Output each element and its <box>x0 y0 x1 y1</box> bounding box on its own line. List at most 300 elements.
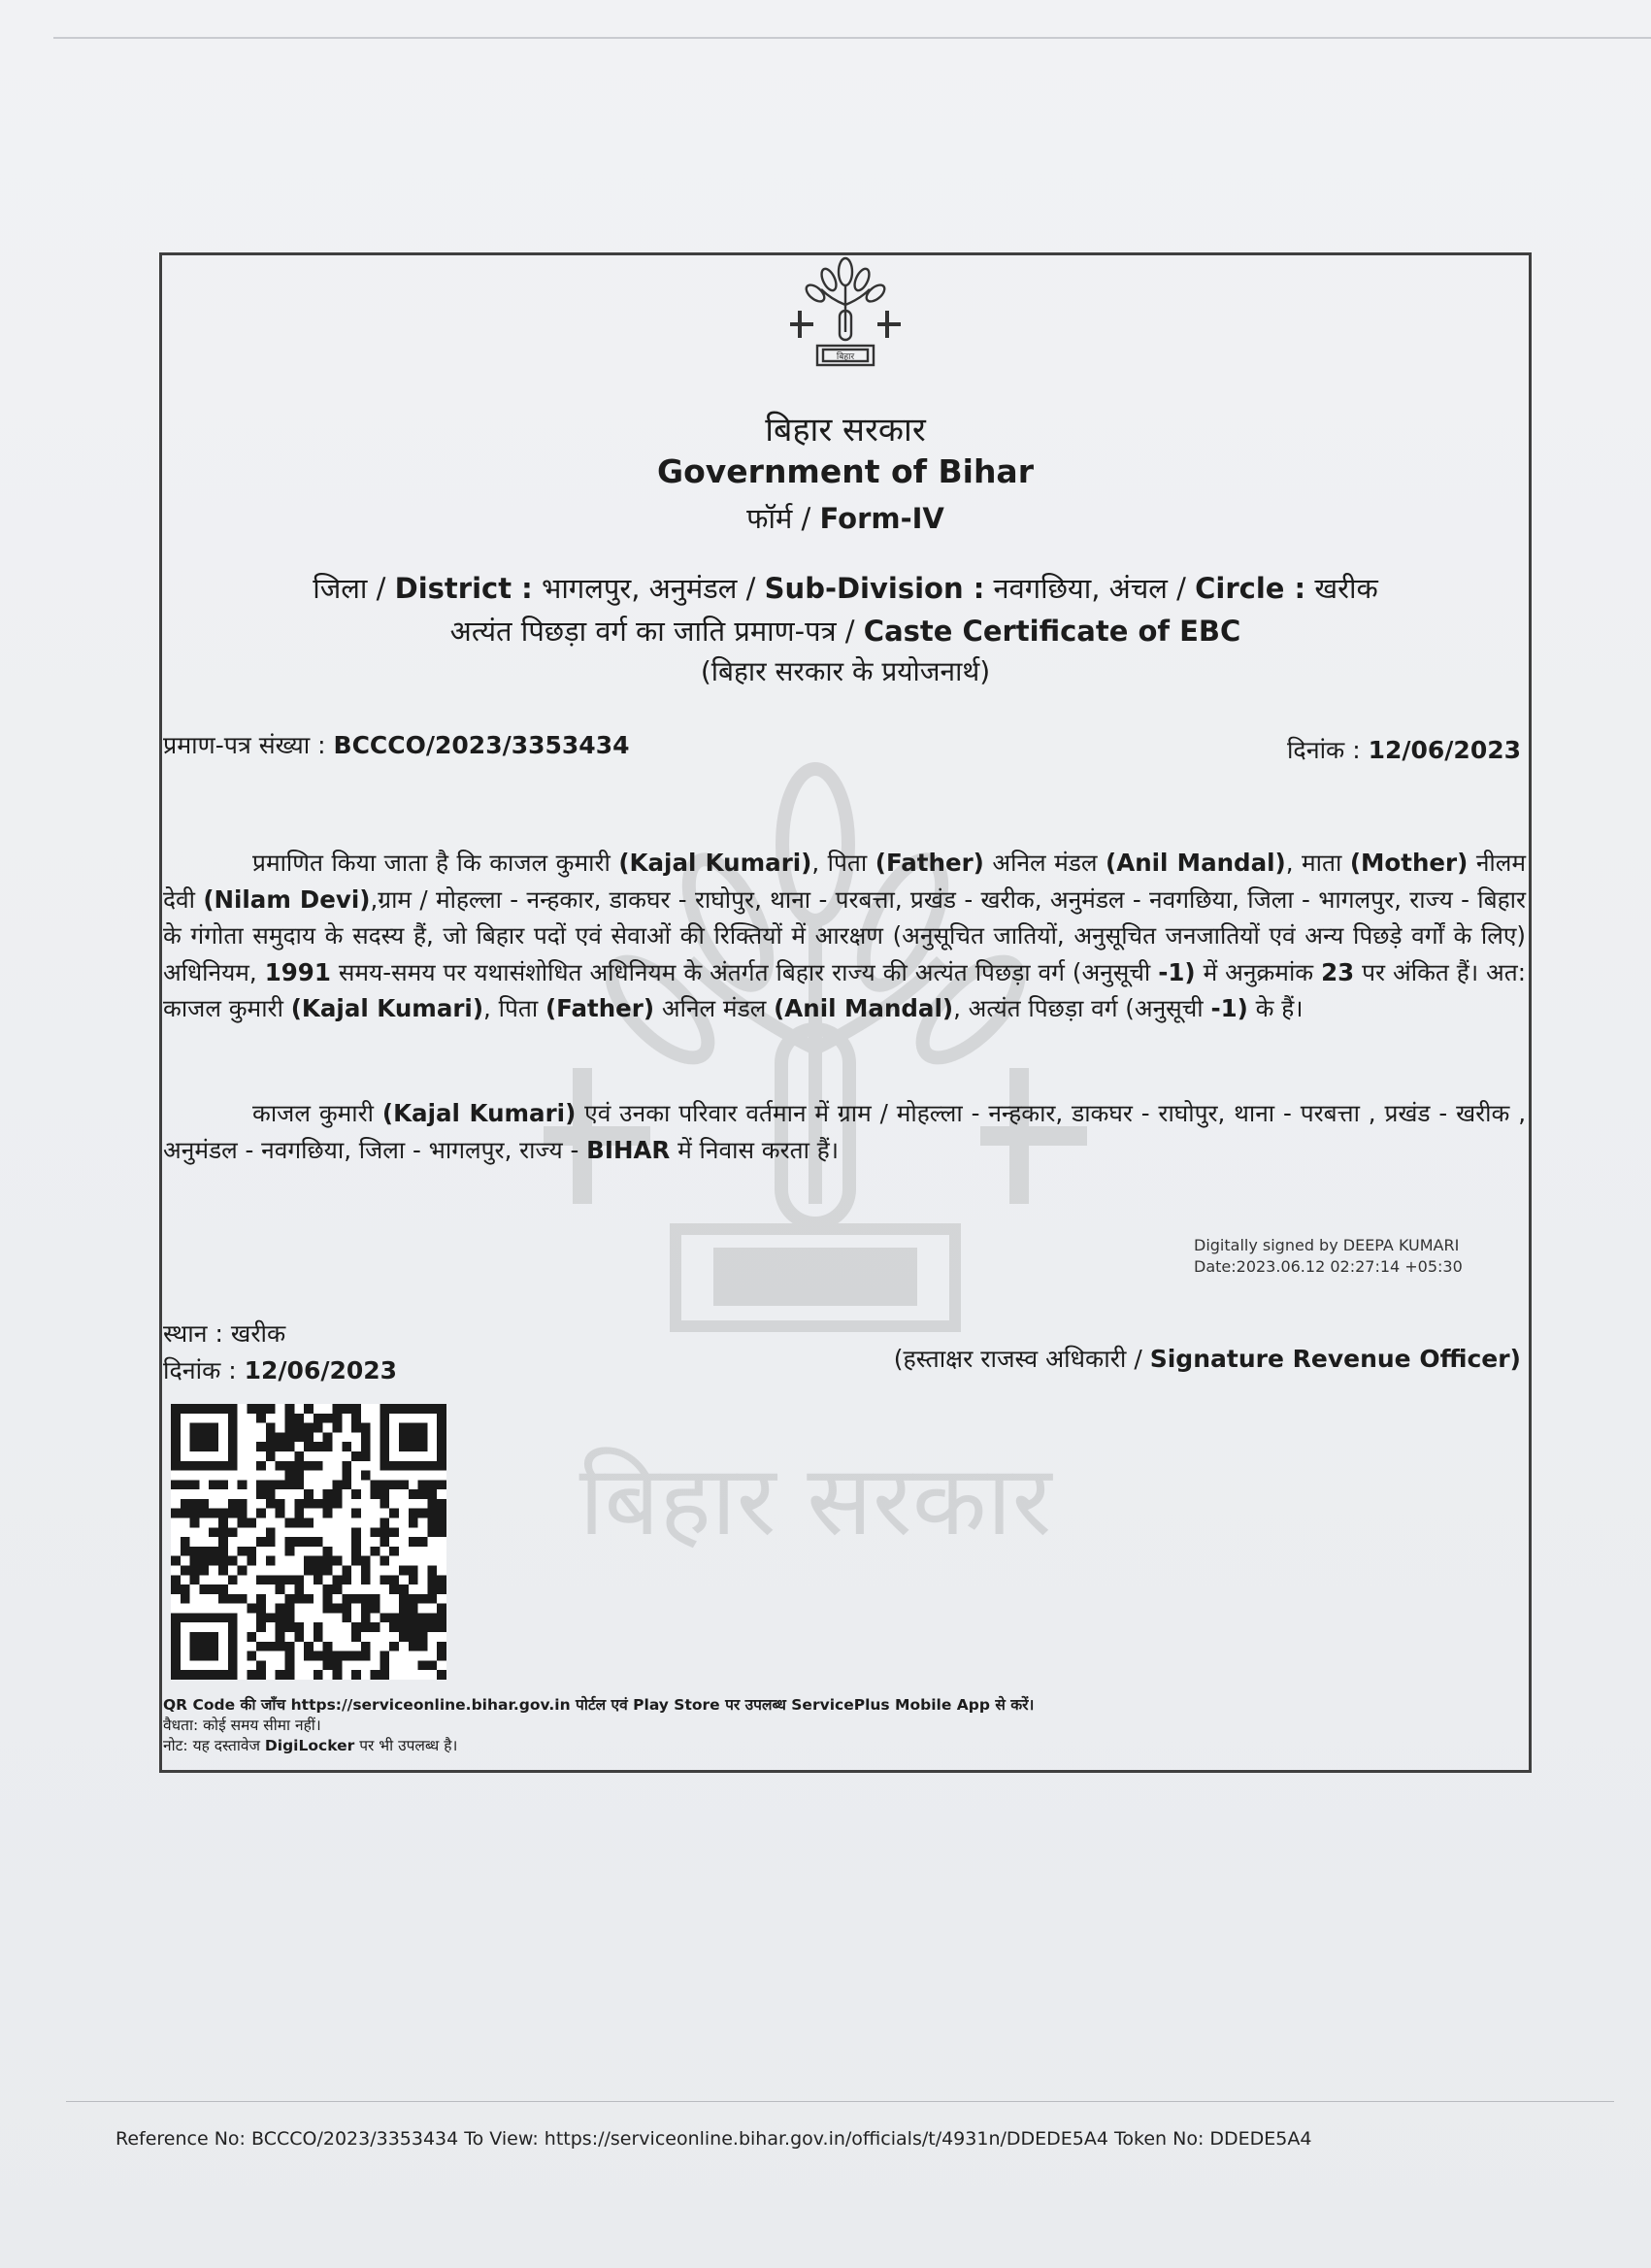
qr-module <box>342 1404 351 1414</box>
qr-module <box>276 1575 285 1584</box>
qr-module <box>181 1480 190 1489</box>
qr-module <box>409 1423 418 1433</box>
qr-module <box>409 1432 418 1442</box>
qr-module <box>171 1622 181 1632</box>
header-government: Government of Bihar <box>657 452 1034 490</box>
qr-module <box>181 1594 190 1604</box>
qr-module <box>437 1404 446 1414</box>
qr-module <box>304 1499 314 1509</box>
qr-module <box>418 1461 428 1471</box>
signature-title: (हस्ताक्षर राजस्व अधिकारी / Signature Revenue Officer) <box>893 1345 1521 1373</box>
qr-module <box>342 1480 351 1489</box>
qr-module <box>218 1584 228 1594</box>
qr-module <box>199 1499 209 1509</box>
qr-module <box>276 1622 285 1632</box>
qr-module <box>437 1442 446 1451</box>
qr-module <box>314 1651 323 1661</box>
qr-module <box>380 1537 389 1547</box>
qr-module <box>380 1480 389 1489</box>
qr-module <box>361 1575 371 1584</box>
qr-module <box>332 1604 342 1614</box>
certificate-purpose: (बिहार सरकार के प्रयोजनार्थ) <box>700 655 991 687</box>
qr-module <box>190 1404 200 1414</box>
qr-module <box>199 1565 209 1575</box>
qr-module <box>323 1547 333 1556</box>
qr-module <box>266 1613 276 1622</box>
qr-module <box>418 1632 428 1642</box>
qr-module <box>228 1414 238 1423</box>
qr-code-icon <box>171 1404 446 1680</box>
qr-module <box>389 1613 399 1622</box>
qr-module <box>332 1670 342 1680</box>
qr-module <box>361 1471 371 1481</box>
qr-module <box>285 1518 295 1528</box>
qr-module <box>247 1632 256 1642</box>
qr-module <box>247 1651 256 1661</box>
qr-module <box>399 1622 409 1632</box>
qr-module <box>256 1489 266 1499</box>
qr-module <box>427 1584 437 1594</box>
qr-module <box>437 1423 446 1433</box>
qr-module <box>171 1660 181 1670</box>
qr-module <box>361 1622 371 1632</box>
qr-module <box>247 1670 256 1680</box>
qr-module <box>171 1442 181 1451</box>
qr-module <box>171 1423 181 1433</box>
qr-module <box>361 1613 371 1622</box>
qr-module <box>351 1451 361 1461</box>
qr-module <box>294 1423 304 1433</box>
qr-module <box>437 1461 446 1471</box>
qr-module <box>399 1404 409 1414</box>
qr-module <box>190 1632 200 1642</box>
footer-divider <box>66 2101 1614 2102</box>
qr-module <box>342 1613 351 1622</box>
qr-module <box>418 1480 428 1489</box>
qr-module <box>314 1556 323 1566</box>
qr-module <box>190 1613 200 1622</box>
svg-text:बिहार: बिहार <box>836 352 855 362</box>
digital-signature-stamp: Digitally signed by DEEPA KUMARI Date:2023.06.12 02:27:14 +05:30 <box>1194 1236 1463 1276</box>
qr-module <box>256 1613 266 1622</box>
qr-module <box>314 1423 323 1433</box>
qr-module <box>181 1547 190 1556</box>
qr-module <box>314 1632 323 1642</box>
qr-module <box>371 1489 380 1499</box>
qr-module <box>181 1499 190 1509</box>
qr-module <box>238 1547 248 1556</box>
qr-module <box>418 1594 428 1604</box>
bihar-emblem-icon <box>784 254 907 373</box>
qr-module <box>427 1613 437 1622</box>
qr-module <box>209 1632 218 1642</box>
qr-module <box>437 1604 446 1614</box>
qr-module <box>409 1594 418 1604</box>
qr-module <box>218 1480 228 1489</box>
qr-module <box>199 1461 209 1471</box>
qr-module <box>437 1518 446 1528</box>
qr-module <box>276 1509 285 1518</box>
qr-module <box>209 1509 218 1518</box>
svg-text:बिहार सरकार: बिहार सरकार <box>578 1444 1052 1557</box>
qr-module <box>218 1537 228 1547</box>
qr-module <box>276 1604 285 1614</box>
qr-module <box>228 1632 238 1642</box>
qr-module <box>380 1451 389 1461</box>
qr-module <box>427 1499 437 1509</box>
qr-module <box>266 1575 276 1584</box>
qr-module <box>409 1642 418 1651</box>
qr-module <box>190 1432 200 1442</box>
qr-module <box>256 1442 266 1451</box>
qr-module <box>209 1461 218 1471</box>
qr-module <box>409 1509 418 1518</box>
qr-module <box>209 1442 218 1451</box>
qr-module <box>228 1499 238 1509</box>
qr-module <box>285 1461 295 1471</box>
qr-module <box>399 1480 409 1489</box>
qr-module <box>323 1584 333 1594</box>
qr-module <box>294 1632 304 1642</box>
qr-module <box>389 1584 399 1594</box>
qr-module <box>409 1604 418 1614</box>
qr-module <box>437 1651 446 1661</box>
qr-module <box>218 1547 228 1556</box>
qr-module <box>304 1461 314 1471</box>
qr-module <box>380 1527 389 1537</box>
scan-edge <box>53 37 1651 39</box>
qr-module <box>361 1451 371 1461</box>
qr-module <box>409 1518 418 1528</box>
qr-module <box>285 1537 295 1547</box>
qr-module <box>342 1461 351 1471</box>
qr-module <box>285 1404 295 1414</box>
qr-module <box>409 1404 418 1414</box>
qr-module <box>190 1575 200 1584</box>
qr-module <box>437 1670 446 1680</box>
qr-module <box>181 1670 190 1680</box>
qr-module <box>389 1622 399 1632</box>
qr-module <box>323 1489 333 1499</box>
qr-module <box>409 1489 418 1499</box>
qr-module <box>389 1642 399 1651</box>
qr-module <box>380 1556 389 1566</box>
qr-module <box>285 1414 295 1423</box>
qr-module <box>228 1575 238 1584</box>
qr-module <box>323 1509 333 1518</box>
qr-module <box>247 1404 256 1414</box>
qr-module <box>218 1594 228 1604</box>
qr-module <box>256 1622 266 1632</box>
qr-module <box>190 1480 200 1489</box>
qr-module <box>427 1461 437 1471</box>
qr-module <box>389 1575 399 1584</box>
qr-module <box>437 1622 446 1632</box>
qr-module <box>399 1584 409 1594</box>
qr-module <box>323 1594 333 1604</box>
qr-module <box>437 1509 446 1518</box>
qr-module <box>304 1442 314 1451</box>
qr-module <box>399 1432 409 1442</box>
qr-module <box>380 1461 389 1471</box>
qr-module <box>209 1651 218 1661</box>
qr-module <box>342 1575 351 1584</box>
qr-module <box>294 1584 304 1594</box>
qr-module <box>171 1414 181 1423</box>
qr-module <box>380 1670 389 1680</box>
qr-module <box>351 1537 361 1547</box>
qr-module <box>294 1594 304 1604</box>
qr-module <box>218 1565 228 1575</box>
qr-module <box>285 1622 295 1632</box>
qr-module <box>351 1556 361 1566</box>
qr-module <box>351 1670 361 1680</box>
qr-module <box>190 1556 200 1566</box>
qr-module <box>256 1594 266 1604</box>
certificate-body-paragraph: प्रमाणित किया जाता है कि काजल कुमारी (Kajal Kumari), पिता (Father) अनिल मंडल (Anil Mandal), माता (Mother) नीलम देवी (Nilam Devi),ग्राम / मोहल्ला - नन्हकार, डाकघर - राघोपुर, थाना - परबत्ता, प्रखंड - खरीक, अनुमंडल - नवगछिया, जिला - भागलपुर, राज्य - बिहार के गंगोता समुदाय के सदस्य हैं, जो बिहार पदों एवं सेवाओं की रिक्तियों में आरक्षण (अनुसूचित जातियों, अनुसूचित जनजातियों एवं अन्य पिछड़े वर्गों के लिए) अधिनियम, 1991 समय-समय पर यथासंशोधित अधिनियम के अंतर्गत बिहार राज्य की अत्यंत पिछड़ा वर्ग (अनुसूची -1) में अनुक्रमांक 23 पर अंकित हैं। अत: काजल कुमारी (Kajal Kumari), पिता (Father) अनिल मंडल (Anil Mandal), अत्यंत पिछड़ा वर्ग (अनुसूची -1) के हैं। <box>163 849 1527 1022</box>
qr-module <box>314 1461 323 1471</box>
qr-module <box>228 1556 238 1566</box>
qr-module <box>285 1660 295 1670</box>
qr-module <box>332 1499 342 1509</box>
qr-module <box>342 1442 351 1451</box>
qr-module <box>342 1604 351 1614</box>
residence-paragraph: काजल कुमारी (Kajal Kumari) एवं उनका परिवार वर्तमान में ग्राम / मोहल्ला - नन्हकार, डाकघर - राघोपुर, थाना - परबत्ता , प्रखंड - खरीक , अनुमंडल - नवगछिया, जिला - भागलपुर, राज्य - BIHAR में निवास करता हैं। <box>163 1099 1526 1164</box>
qr-module <box>181 1509 190 1518</box>
qr-module <box>294 1471 304 1481</box>
qr-module <box>389 1404 399 1414</box>
qr-module <box>294 1432 304 1442</box>
qr-module <box>285 1480 295 1489</box>
qr-module <box>371 1670 380 1680</box>
qr-module <box>285 1642 295 1651</box>
qr-module <box>171 1451 181 1461</box>
qr-module <box>351 1489 361 1499</box>
qr-module <box>238 1565 248 1575</box>
qr-module <box>418 1613 428 1622</box>
qr-module <box>361 1642 371 1651</box>
qr-module <box>380 1414 389 1423</box>
qr-module <box>199 1584 209 1594</box>
qr-module <box>371 1604 380 1614</box>
qr-module <box>171 1651 181 1661</box>
qr-module <box>247 1547 256 1556</box>
qr-module <box>332 1414 342 1423</box>
qr-module <box>361 1651 371 1661</box>
reference-line: Reference No: BCCCO/2023/3353434 To View: https://serviceonline.bihar.gov.in/officials/t/4931n/DDEDE5A4 Token No: DDEDE5A4 <box>116 2128 1312 2150</box>
qr-module <box>199 1651 209 1661</box>
qr-module <box>437 1584 446 1594</box>
qr-module <box>409 1442 418 1451</box>
qr-module <box>294 1622 304 1632</box>
qr-module <box>228 1527 238 1537</box>
qr-module <box>228 1594 238 1604</box>
qr-module <box>171 1584 181 1594</box>
qr-module <box>276 1442 285 1451</box>
qr-module <box>361 1594 371 1604</box>
qr-module <box>332 1660 342 1670</box>
qr-module <box>361 1565 371 1575</box>
issue-date: दिनांक : 12/06/2023 <box>1286 736 1521 764</box>
qr-module <box>171 1575 181 1584</box>
qr-module <box>427 1660 437 1670</box>
qr-module <box>171 1632 181 1642</box>
qr-module <box>437 1414 446 1423</box>
qr-module <box>228 1442 238 1451</box>
qr-module <box>427 1480 437 1489</box>
qr-module <box>437 1480 446 1489</box>
qr-module <box>266 1423 276 1433</box>
qr-module <box>171 1642 181 1651</box>
qr-module <box>371 1594 380 1604</box>
qr-module <box>304 1423 314 1433</box>
qr-module <box>399 1423 409 1433</box>
qr-module <box>342 1565 351 1575</box>
qr-module <box>361 1604 371 1614</box>
qr-module <box>209 1432 218 1442</box>
qr-module <box>409 1622 418 1632</box>
qr-module <box>399 1461 409 1471</box>
qr-module <box>380 1613 389 1622</box>
qr-module <box>190 1670 200 1680</box>
qr-module <box>228 1660 238 1670</box>
qr-module <box>247 1604 256 1614</box>
qr-module <box>171 1613 181 1622</box>
qr-module <box>409 1632 418 1642</box>
district-line: जिला / District : भागलपुर, अनुमंडल / Sub-Division : नवगछिया, अंचल / Circle : खरीक <box>313 572 1378 605</box>
qr-module <box>294 1480 304 1489</box>
qr-module <box>304 1432 314 1442</box>
qr-module <box>304 1537 314 1547</box>
qr-module <box>380 1575 389 1584</box>
qr-module <box>247 1556 256 1566</box>
qr-module <box>247 1518 256 1528</box>
qr-module <box>380 1432 389 1442</box>
qr-module <box>171 1670 181 1680</box>
qr-module <box>181 1565 190 1575</box>
qr-module <box>199 1547 209 1556</box>
qr-module <box>332 1489 342 1499</box>
qr-module <box>266 1489 276 1499</box>
qr-module <box>276 1613 285 1622</box>
qr-module <box>190 1547 200 1556</box>
qr-module <box>199 1404 209 1414</box>
qr-module <box>285 1547 295 1556</box>
qr-module <box>218 1556 228 1566</box>
qr-module <box>304 1489 314 1499</box>
qr-module <box>190 1509 200 1518</box>
qr-module <box>418 1489 428 1499</box>
qr-module <box>427 1575 437 1584</box>
qr-module <box>209 1423 218 1433</box>
qr-module <box>351 1632 361 1642</box>
qr-module <box>218 1613 228 1622</box>
qr-module <box>276 1632 285 1642</box>
qr-module <box>399 1565 409 1575</box>
qr-module <box>285 1471 295 1481</box>
qr-module <box>418 1432 428 1442</box>
qr-module <box>418 1660 428 1670</box>
qr-module <box>266 1442 276 1451</box>
qr-module <box>437 1432 446 1442</box>
qr-module <box>342 1651 351 1661</box>
qr-module <box>266 1404 276 1414</box>
qr-module <box>323 1414 333 1423</box>
qr-module <box>437 1642 446 1651</box>
qr-module <box>228 1423 238 1433</box>
qr-module <box>409 1575 418 1584</box>
qr-module <box>209 1584 218 1594</box>
qr-module <box>238 1499 248 1509</box>
qr-module <box>314 1442 323 1451</box>
qr-module <box>294 1575 304 1584</box>
qr-module <box>399 1604 409 1614</box>
qr-module <box>171 1432 181 1442</box>
qr-module <box>314 1565 323 1575</box>
qr-module <box>294 1414 304 1423</box>
qr-module <box>228 1461 238 1471</box>
qr-module <box>409 1461 418 1471</box>
qr-module <box>380 1660 389 1670</box>
qr-module <box>190 1423 200 1433</box>
qr-module <box>361 1423 371 1433</box>
qr-module <box>285 1613 295 1622</box>
qr-module <box>361 1556 371 1566</box>
qr-module <box>314 1622 323 1632</box>
qr-module <box>427 1509 437 1518</box>
qr-module <box>171 1404 181 1414</box>
qr-module <box>437 1613 446 1622</box>
qr-module <box>276 1432 285 1442</box>
qr-module <box>427 1489 437 1499</box>
qr-module <box>304 1594 314 1604</box>
qr-module <box>351 1423 361 1433</box>
qr-module <box>427 1404 437 1414</box>
qr-module <box>209 1556 218 1566</box>
qr-module <box>181 1584 190 1594</box>
qr-module <box>228 1432 238 1442</box>
qr-module <box>332 1404 342 1414</box>
place-and-date: स्थान : खरीक दिनांक : 12/06/2023 <box>163 1319 398 1384</box>
qr-module <box>427 1518 437 1528</box>
qr-module <box>304 1651 314 1661</box>
qr-module <box>256 1404 266 1414</box>
qr-module <box>218 1518 228 1528</box>
qr-module <box>323 1642 333 1651</box>
qr-module <box>399 1632 409 1642</box>
qr-module <box>389 1527 399 1537</box>
qr-module <box>427 1565 437 1575</box>
qr-module <box>323 1442 333 1451</box>
qr-module <box>256 1642 266 1651</box>
qr-module <box>332 1556 342 1566</box>
qr-module <box>209 1670 218 1680</box>
qr-module <box>209 1613 218 1622</box>
qr-module <box>238 1509 248 1518</box>
qr-module <box>332 1651 342 1661</box>
qr-module <box>418 1537 428 1547</box>
qr-module <box>323 1660 333 1670</box>
qr-module <box>228 1670 238 1680</box>
qr-module <box>304 1642 314 1651</box>
qr-module <box>437 1499 446 1509</box>
qr-module <box>181 1537 190 1547</box>
qr-module <box>256 1509 266 1518</box>
qr-module <box>199 1423 209 1433</box>
qr-module <box>266 1499 276 1509</box>
qr-module <box>190 1518 200 1528</box>
qr-module <box>209 1547 218 1556</box>
